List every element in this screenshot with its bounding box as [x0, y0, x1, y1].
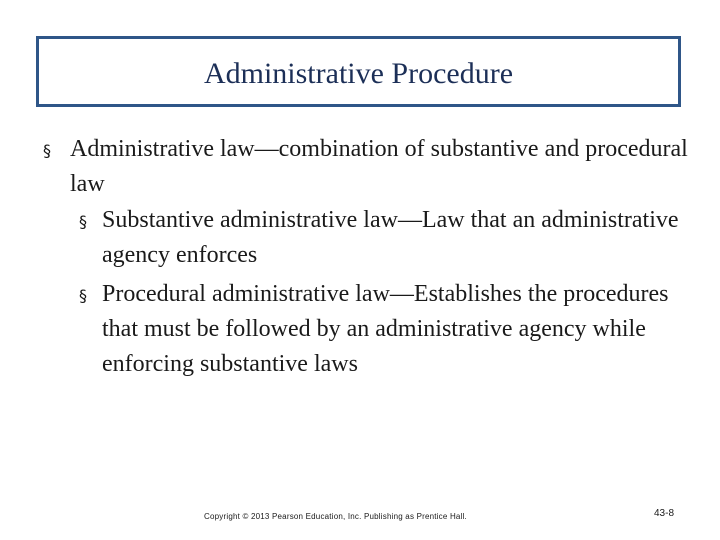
slide-title: Administrative Procedure — [203, 56, 514, 90]
bullet-item-level2-substantive: Substantive administrative law—Law that an administrative agency enforces — [102, 207, 679, 268]
bullet-item-level2-procedural: Procedural administrative law—Establishes the procedures that must be followed by an administrative agency while enforcing substantive laws — [102, 281, 669, 377]
bullet-marker-icon: § — [79, 286, 87, 305]
bullet-item-level1: Administrative law—combination of substantive and procedural law — [70, 136, 688, 197]
bullet-marker-icon: § — [79, 212, 87, 231]
slide-title-box — [36, 36, 681, 107]
bullet-marker-icon: § — [43, 141, 51, 160]
slide-page-number: 43-8 — [654, 508, 675, 519]
copyright-footer: Copyright © 2013 Pearson Education, Inc. Publishing as Prentice Hall. — [204, 512, 467, 521]
